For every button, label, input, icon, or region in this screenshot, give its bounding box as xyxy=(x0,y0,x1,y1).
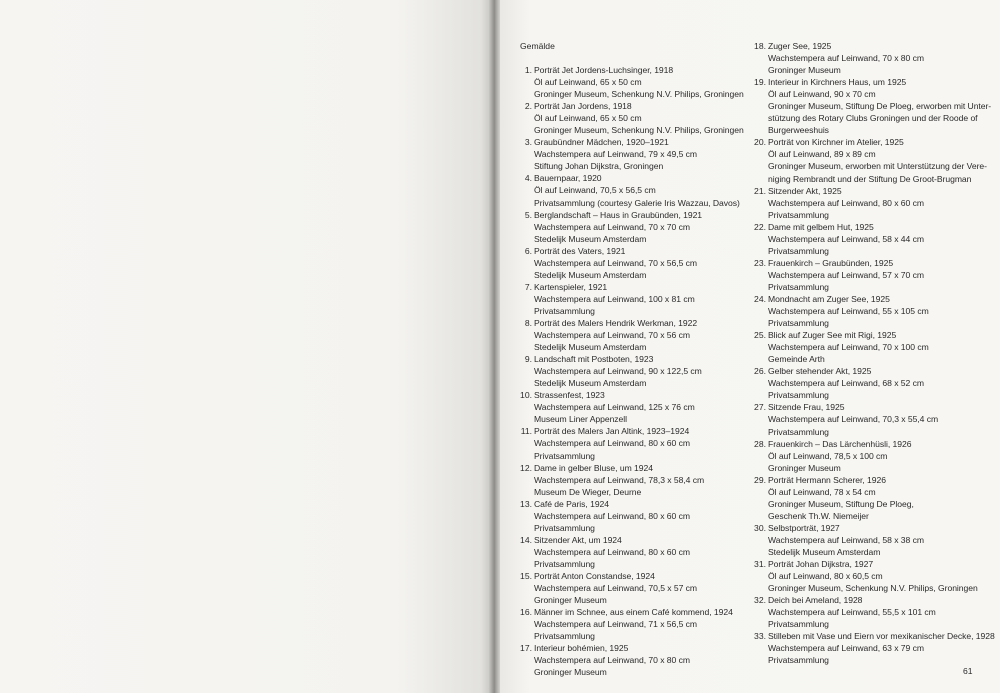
entry-title: Frauenkirch – Das Lärchenhüsli, 1926 xyxy=(768,438,912,449)
entry-number: 5. xyxy=(524,209,532,220)
entry-detail-line: Museum Liner Appenzell xyxy=(534,414,628,425)
left-page xyxy=(0,0,496,693)
entry-number: 25. xyxy=(754,330,766,341)
catalog-entry xyxy=(748,594,988,630)
entry-detail-line: Privatsammlung xyxy=(768,655,829,666)
entry-number: 15. xyxy=(520,570,532,581)
catalog-entry xyxy=(514,172,744,208)
entry-detail-line: Privatsammlung xyxy=(768,318,829,329)
entry-number: 29. xyxy=(754,474,766,485)
entry-title: Sitzender Akt, um 1924 xyxy=(534,534,622,545)
entry-title: Dame mit gelbem Hut, 1925 xyxy=(768,221,874,232)
entry-detail-line: Groninger Museum, Schenkung N.V. Philips, Groningen xyxy=(534,125,744,136)
entry-detail-line: Groninger Museum xyxy=(768,462,841,473)
entry-detail-line: Privatsammlung xyxy=(534,305,595,316)
entry-detail-line: Geschenk Th.W. Niemeijer xyxy=(768,510,869,521)
entry-detail-line: Öl auf Leinwand, 70,5 x 56,5 cm xyxy=(534,185,656,196)
entry-number: 31. xyxy=(754,559,766,570)
entry-detail-line: Privatsammlung xyxy=(534,631,595,642)
entry-detail-line: Stedelijk Museum Amsterdam xyxy=(534,342,647,353)
catalog-entry xyxy=(748,401,988,437)
entry-detail-line: Groninger Museum xyxy=(534,595,607,606)
entry-title: Blick auf Zuger See mit Rigi, 1925 xyxy=(768,330,897,341)
entry-number: 19. xyxy=(754,77,766,88)
catalog-entry xyxy=(748,40,988,76)
entry-detail-line: Privatsammlung xyxy=(768,619,829,630)
entry-detail-line: Wachstempera auf Leinwand, 71 x 56,5 cm xyxy=(534,619,698,630)
catalog-entry xyxy=(514,606,744,642)
catalog-entry xyxy=(748,136,988,184)
entry-detail-line: niging Rembrandt und der Stiftung De Groot-Brugman xyxy=(768,173,972,184)
entry-detail-line: Privatsammlung xyxy=(768,281,829,292)
catalog-entry xyxy=(748,474,988,522)
entry-number: 30. xyxy=(754,522,766,533)
catalog-entry xyxy=(514,462,744,498)
entry-detail-line: Wachstempera auf Leinwand, 70 x 70 cm xyxy=(534,221,690,232)
catalog-entry xyxy=(514,642,744,678)
entry-title: Deich bei Ameland, 1928 xyxy=(768,595,863,606)
entry-title: Porträt des Malers Jan Altink, 1923–1924 xyxy=(534,426,690,437)
entry-detail-line: Wachstempera auf Leinwand, 125 x 76 cm xyxy=(534,402,695,413)
entry-number: 24. xyxy=(754,293,766,304)
entry-title: Mondnacht am Zuger See, 1925 xyxy=(768,293,890,304)
entry-detail-line: Wachstempera auf Leinwand, 63 x 79 cm xyxy=(768,643,924,654)
catalog-entry xyxy=(514,209,744,245)
entry-title: Porträt Jet Jordens-Luchsinger, 1918 xyxy=(534,65,674,75)
catalog-entry xyxy=(514,353,744,389)
entry-number: 10. xyxy=(520,390,532,401)
catalog-entry xyxy=(514,498,744,534)
entry-detail-line: Wachstempera auf Leinwand, 80 x 60 cm xyxy=(534,438,690,449)
entry-detail-line: Wachstempera auf Leinwand, 58 x 44 cm xyxy=(768,233,924,244)
catalog-entry xyxy=(748,257,988,293)
entry-number: 3. xyxy=(524,137,532,148)
entry-detail-line: Wachstempera auf Leinwand, 55 x 105 cm xyxy=(768,306,929,317)
entry-number: 18. xyxy=(754,41,766,51)
entry-detail-line: stützung des Rotary Clubs Groningen und der Roode of xyxy=(768,113,978,124)
entry-detail-line: Öl auf Leinwand, 90 x 70 cm xyxy=(768,89,876,100)
entry-title: Porträt des Malers Hendrik Werkman, 1922 xyxy=(534,317,698,328)
catalog-entry xyxy=(748,221,988,257)
entry-detail-line: Stedelijk Museum Amsterdam xyxy=(768,546,881,557)
entry-number: 21. xyxy=(754,185,766,196)
entry-title: Bauernpaar, 1920 xyxy=(534,173,602,184)
entry-detail-line: Wachstempera auf Leinwand, 55,5 x 101 cm xyxy=(768,607,936,618)
entry-title: Stilleben mit Vase und Eiern vor mexikanischer Decke, 1928 xyxy=(768,631,995,642)
entry-detail-line: Groninger Museum, Stiftung De Ploeg, erworben mit Unter- xyxy=(768,101,992,112)
entry-title: Porträt des Vaters, 1921 xyxy=(534,245,626,256)
entry-detail-line: Wachstempera auf Leinwand, 80 x 60 cm xyxy=(534,510,690,521)
entry-detail-line: Wachstempera auf Leinwand, 100 x 81 cm xyxy=(534,293,695,304)
section-title: Gemälde xyxy=(520,41,555,51)
entry-number: 12. xyxy=(520,462,532,473)
entry-detail-line: Groninger Museum, erworben mit Unterstützung der Vere- xyxy=(768,161,987,172)
catalog-entry xyxy=(748,558,988,594)
entry-detail-line: Wachstempera auf Leinwand, 70 x 80 cm xyxy=(534,655,690,666)
entry-number: 8. xyxy=(524,317,532,328)
entry-detail-line: Öl auf Leinwand, 65 x 50 cm xyxy=(534,113,642,124)
entry-detail-line: Privatsammlung xyxy=(768,426,829,437)
entry-title: Sitzende Frau, 1925 xyxy=(768,402,845,413)
page-number: 61 xyxy=(963,666,973,676)
entry-title: Landschaft mit Postboten, 1923 xyxy=(534,354,654,365)
entry-detail-line: Privatsammlung xyxy=(768,209,829,220)
catalog-entry xyxy=(748,438,988,474)
entry-detail-line: Öl auf Leinwand, 78,5 x 100 cm xyxy=(768,450,888,461)
entry-detail-line: Öl auf Leinwand, 78 x 54 cm xyxy=(768,486,876,497)
entry-detail-line: Wachstempera auf Leinwand, 70 x 80 cm xyxy=(768,53,924,64)
entry-number: 17. xyxy=(520,643,532,654)
catalog-entry xyxy=(514,425,744,461)
entry-number: 32. xyxy=(754,595,766,606)
entry-number: 27. xyxy=(754,402,766,413)
entry-detail-line: Wachstempera auf Leinwand, 58 x 38 cm xyxy=(768,534,924,545)
entry-title: Strassenfest, 1923 xyxy=(534,390,605,401)
entry-detail-line: Groninger Museum xyxy=(534,667,607,678)
entry-title: Männer im Schnee, aus einem Café kommend, 1924 xyxy=(534,607,733,618)
entry-detail-line: Stedelijk Museum Amsterdam xyxy=(534,233,647,244)
entry-title: Porträt Johan Dijkstra, 1927 xyxy=(768,559,874,570)
catalog-entry xyxy=(514,281,744,317)
entry-detail-line: Wachstempera auf Leinwand, 70,5 x 57 cm xyxy=(534,583,698,594)
entry-detail-line: Wachstempera auf Leinwand, 90 x 122,5 cm xyxy=(534,366,702,377)
catalog-entry xyxy=(514,64,744,100)
entry-number: 1. xyxy=(524,65,532,75)
entry-detail-line: Privatsammlung xyxy=(534,450,595,461)
entry-number: 33. xyxy=(754,631,766,642)
entry-number: 7. xyxy=(524,281,532,292)
entry-detail-line: Wachstempera auf Leinwand, 80 x 60 cm xyxy=(534,546,690,557)
entry-detail-line: Stedelijk Museum Amsterdam xyxy=(534,378,647,389)
catalog-entry xyxy=(514,100,744,136)
entry-number: 16. xyxy=(520,607,532,618)
catalog-entry xyxy=(514,317,744,353)
entry-title: Porträt von Kirchner im Atelier, 1925 xyxy=(768,137,904,148)
entry-title: Zuger See, 1925 xyxy=(768,41,832,51)
entry-title: Berglandschaft – Haus in Graubünden, 1921 xyxy=(534,209,703,220)
catalog-entry xyxy=(748,630,995,666)
entry-detail-line: Groninger Museum, Stiftung De Ploeg, xyxy=(768,498,914,509)
entry-detail-line: Öl auf Leinwand, 80 x 60,5 cm xyxy=(768,571,883,582)
entry-detail-line: Wachstempera auf Leinwand, 57 x 70 cm xyxy=(768,269,924,280)
entry-detail-line: Wachstempera auf Leinwand, 68 x 52 cm xyxy=(768,378,924,389)
entry-detail-line: Privatsammlung (courtesy Galerie Iris Wazzau, Davos) xyxy=(534,197,740,208)
entry-number: 20. xyxy=(754,137,766,148)
catalog-entry xyxy=(514,570,744,606)
entry-number: 23. xyxy=(754,257,766,268)
catalog-entry xyxy=(514,534,744,570)
entry-number: 28. xyxy=(754,438,766,449)
entry-detail-line: Stiftung Johan Dijkstra, Groningen xyxy=(534,161,664,172)
entry-detail-line: Öl auf Leinwand, 89 x 89 cm xyxy=(768,149,876,160)
entry-title: Sitzender Akt, 1925 xyxy=(768,185,842,196)
entry-detail-line: Groninger Museum, Schenkung N.V. Philips, Groningen xyxy=(768,583,978,594)
entry-title: Graubündner Mädchen, 1920–1921 xyxy=(534,137,669,148)
entry-title: Interieur bohémien, 1925 xyxy=(534,643,629,654)
entry-detail-line: Stedelijk Museum Amsterdam xyxy=(534,269,647,280)
catalog-entry xyxy=(514,245,744,281)
entry-title: Gelber stehender Akt, 1925 xyxy=(768,366,872,377)
entry-number: 6. xyxy=(524,245,532,256)
entry-title: Selbstporträt, 1927 xyxy=(768,522,840,533)
catalog-entry xyxy=(748,522,988,558)
entry-number: 13. xyxy=(520,498,532,509)
entry-detail-line: Privatsammlung xyxy=(768,390,829,401)
entry-number: 2. xyxy=(524,101,532,112)
entry-detail-line: Groninger Museum, Schenkung N.V. Philips, Groningen xyxy=(534,89,744,100)
entry-detail-line: Wachstempera auf Leinwand, 80 x 60 cm xyxy=(768,197,924,208)
entry-title: Frauenkirch – Graubünden, 1925 xyxy=(768,257,894,268)
entry-number: 11. xyxy=(520,426,532,437)
entry-detail-line: Wachstempera auf Leinwand, 70 x 56 cm xyxy=(534,330,690,341)
entry-title: Café de Paris, 1924 xyxy=(534,498,610,509)
entry-number: 22. xyxy=(754,221,766,232)
catalog-entry xyxy=(748,76,992,136)
entry-detail-line: Privatsammlung xyxy=(534,522,595,533)
entry-title: Porträt Hermann Scherer, 1926 xyxy=(768,474,886,485)
catalog-column-right xyxy=(748,40,995,666)
entry-number: 26. xyxy=(754,366,766,377)
catalog-entry xyxy=(514,389,744,425)
entry-number: 9. xyxy=(524,354,532,365)
entry-detail-line: Wachstempera auf Leinwand, 70 x 56,5 cm xyxy=(534,257,698,268)
entry-number: 4. xyxy=(524,173,532,184)
entry-detail-line: Wachstempera auf Leinwand, 79 x 49,5 cm xyxy=(534,149,698,160)
entry-detail-line: Öl auf Leinwand, 65 x 50 cm xyxy=(534,77,642,88)
catalog-entry xyxy=(748,365,988,401)
entry-title: Interieur in Kirchners Haus, um 1925 xyxy=(768,77,907,88)
entry-detail-line: Wachstempera auf Leinwand, 70,3 x 55,4 cm xyxy=(768,414,939,425)
entry-detail-line: Groninger Museum xyxy=(768,65,841,76)
entry-detail-line: Burgerweeshuis xyxy=(768,125,829,136)
entry-detail-line: Gemeinde Arth xyxy=(768,354,825,365)
entry-title: Dame in gelber Bluse, um 1924 xyxy=(534,462,653,473)
catalog-entry xyxy=(514,136,744,172)
entry-title: Kartenspieler, 1921 xyxy=(534,281,608,292)
catalog-column-left xyxy=(514,64,744,678)
entry-detail-line: Privatsammlung xyxy=(534,558,595,569)
entry-detail-line: Wachstempera auf Leinwand, 70 x 100 cm xyxy=(768,342,929,353)
entry-detail-line: Museum De Wieger, Deurne xyxy=(534,486,642,497)
catalog-entry xyxy=(748,329,988,365)
catalog-entry xyxy=(748,293,988,329)
entry-title: Porträt Anton Constandse, 1924 xyxy=(534,570,655,581)
entry-title: Porträt Jan Jordens, 1918 xyxy=(534,101,632,112)
catalog-entry xyxy=(748,185,988,221)
entry-detail-line: Privatsammlung xyxy=(768,245,829,256)
entry-number: 14. xyxy=(520,534,532,545)
entry-detail-line: Wachstempera auf Leinwand, 78,3 x 58,4 cm xyxy=(534,474,705,485)
